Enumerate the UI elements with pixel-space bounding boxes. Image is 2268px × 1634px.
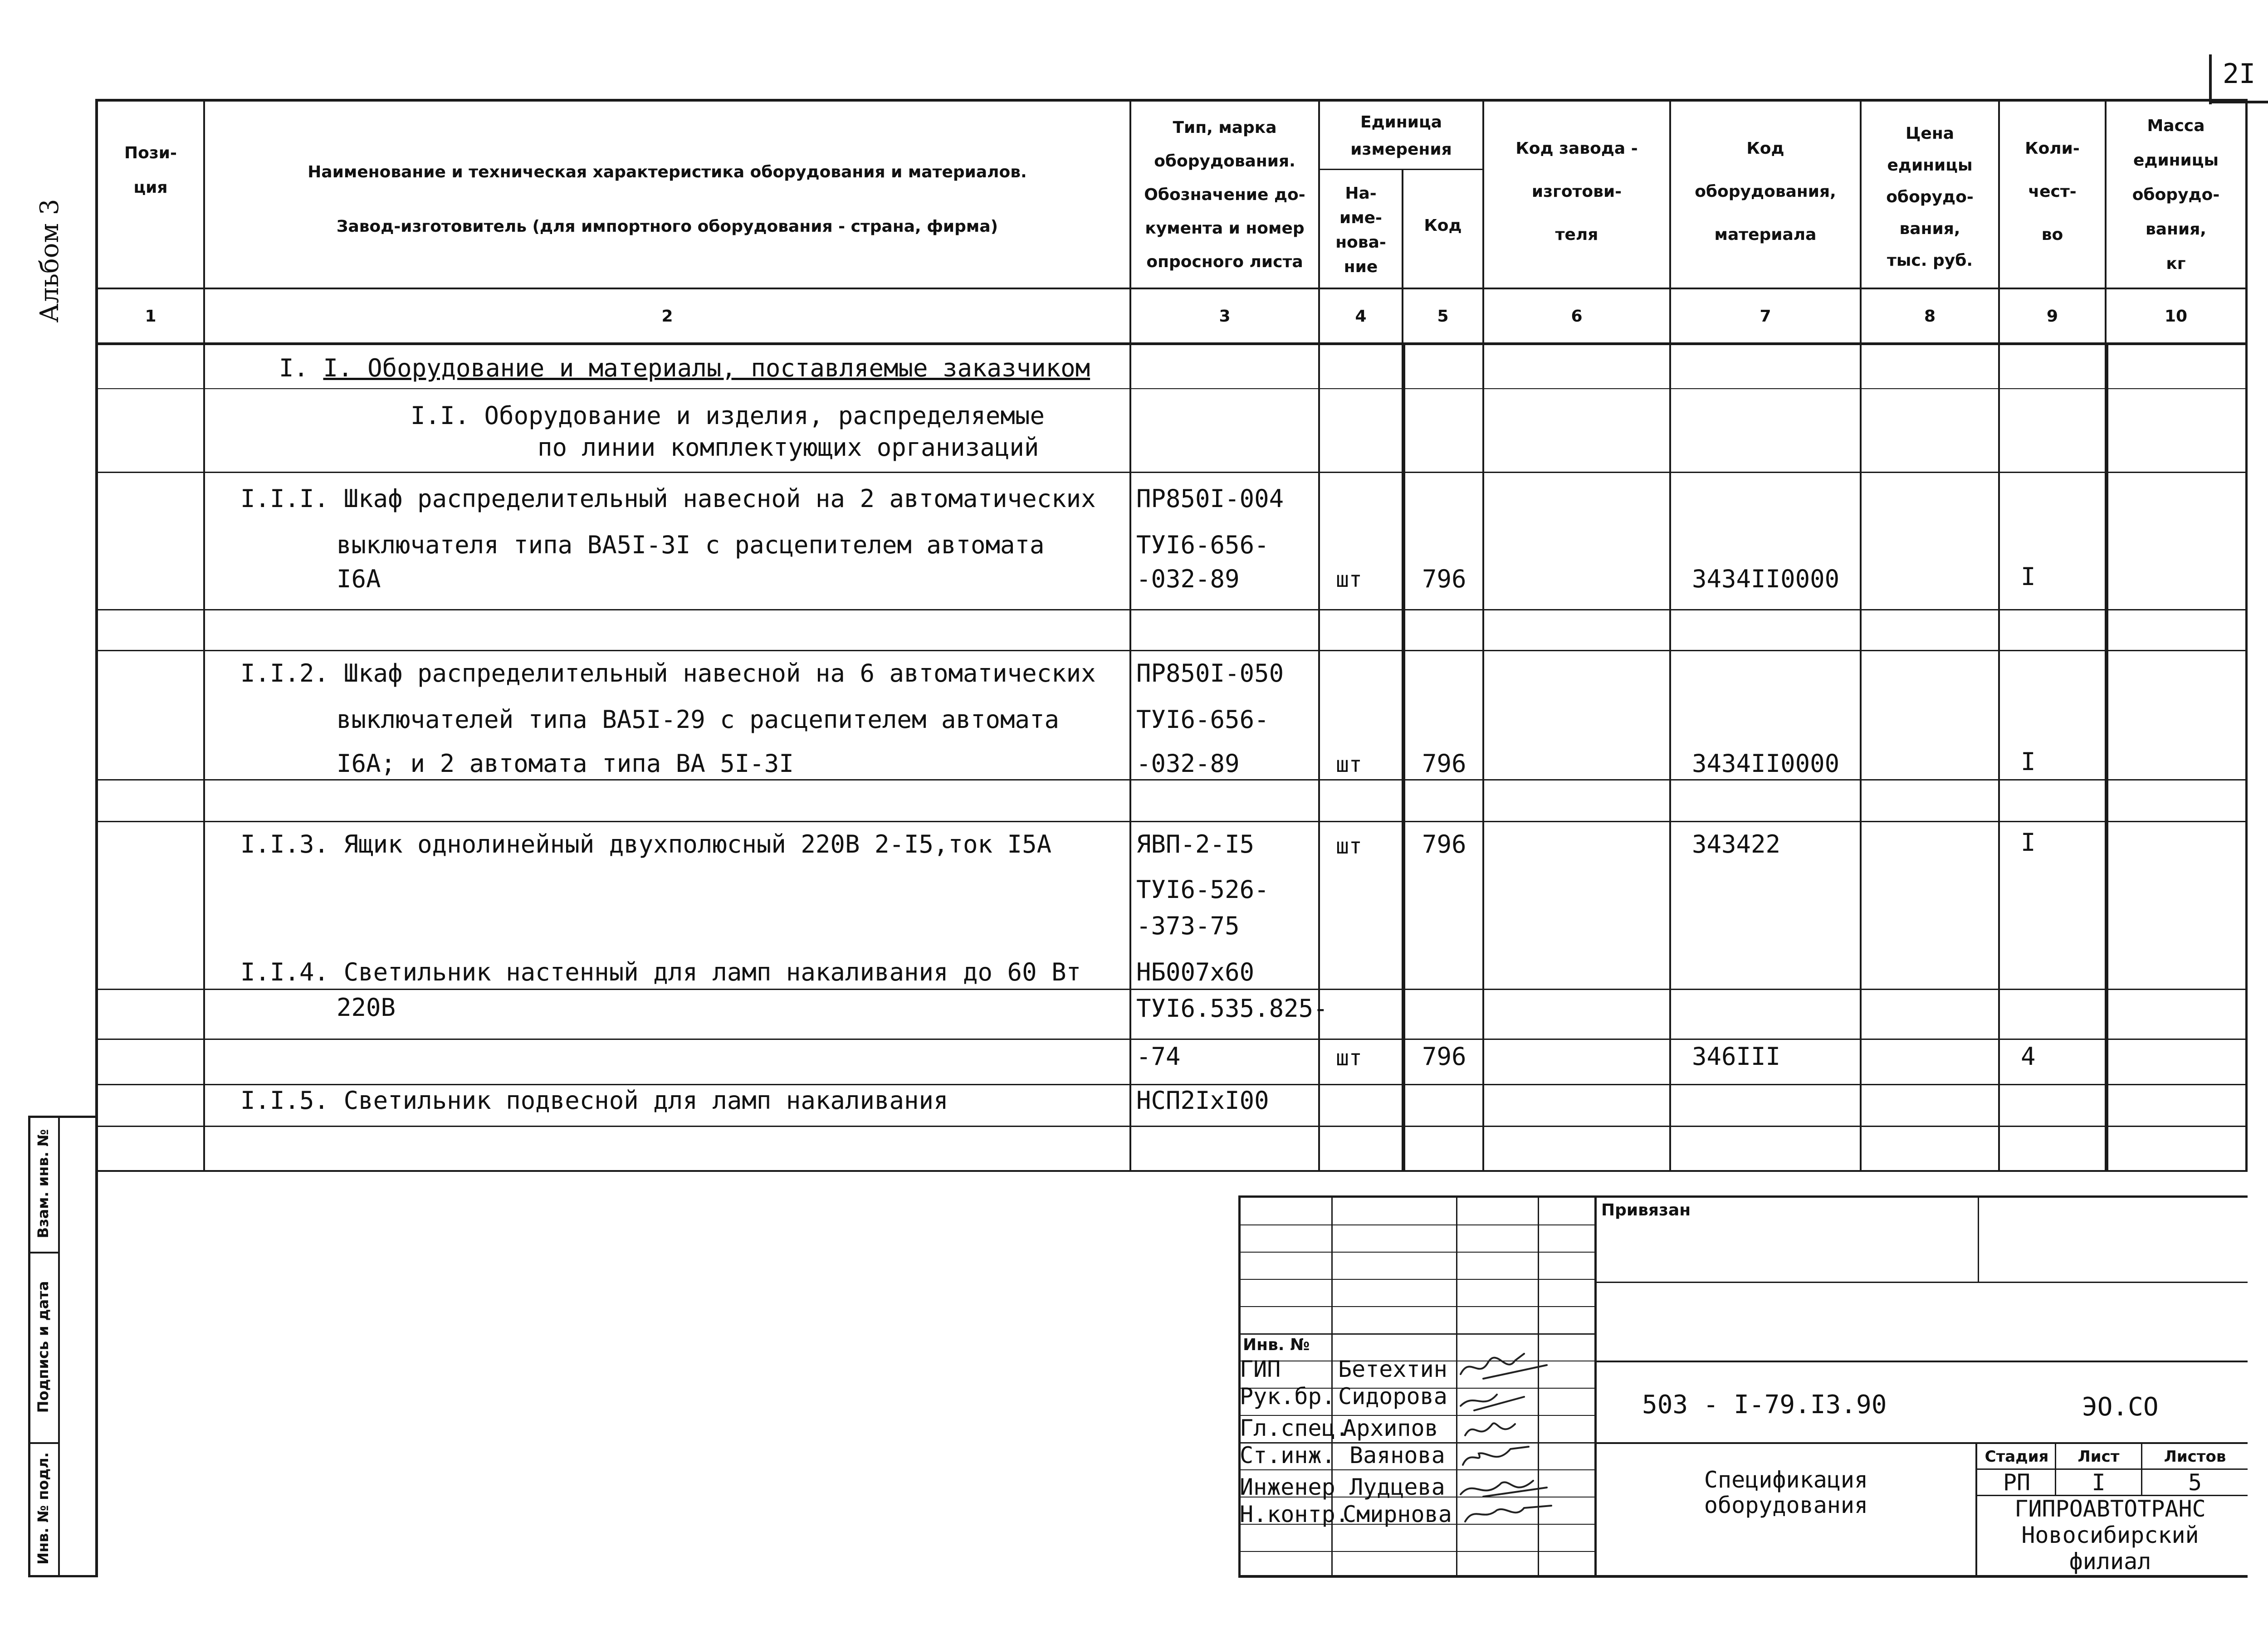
item-112-spec-cont: -032-89 — [1136, 749, 1240, 778]
header-unit: Единица измерения — [1350, 113, 1452, 159]
item-113-name: I.I.3. Ящик однолинейный двухполюсный 220В 2-I5,ток I5А — [240, 830, 1052, 858]
header-maker-code: Код завода - изготови- теля — [1515, 139, 1638, 244]
item-114-unit: шт — [1336, 1045, 1362, 1071]
item-111-unit-code: 796 — [1422, 565, 1466, 593]
header-mass: Масса единицы оборудо- вания, кг — [2132, 117, 2220, 273]
item-111-name-line2: выключателя типа ВА5I-3I с расцепителем автомата — [337, 531, 1045, 559]
header-unit-name: На- име- нова- ние — [1335, 184, 1386, 276]
col-num-2: 2 — [661, 307, 673, 326]
item-114-type: НБ007х60 — [1136, 958, 1255, 986]
item-115-type: НСП2IхI00 — [1136, 1086, 1269, 1115]
col-num-1: 1 — [145, 307, 156, 326]
item-112-spec: ТУI6-656- — [1136, 705, 1269, 734]
staff-name-3: Архипов — [1343, 1415, 1438, 1441]
item-112-name-line1: I.I.2. Шкаф распределительный навесной на 6 автоматических — [240, 659, 1096, 688]
item-113-code: 343422 — [1692, 830, 1781, 858]
item-113-spec-cont: -373-75 — [1136, 912, 1240, 940]
staff-role-5: Инженер — [1240, 1474, 1335, 1500]
item-114-qty: 4 — [2021, 1042, 2036, 1071]
item-114-name-line1: I.I.4. Светильник настенный для ламп накаливания до 60 Вт — [240, 958, 1081, 986]
item-114-unit-code: 796 — [1422, 1042, 1466, 1071]
doc-code: 503 - I-79.I3.90 — [1642, 1390, 1887, 1419]
sheets-label: Листов — [2164, 1448, 2226, 1466]
item-112-unit: шт — [1336, 752, 1362, 777]
col-num-10: 10 — [2164, 307, 2188, 326]
col-num-4: 4 — [1355, 307, 1367, 326]
item-111-spec: ТУI6-656- — [1136, 531, 1269, 559]
col-num-6: 6 — [1571, 307, 1583, 326]
doc-mark: ЭО.СО — [2082, 1392, 2159, 1422]
item-112-type: ПР850I-050 — [1136, 659, 1284, 688]
stage-value: РП — [2003, 1469, 2031, 1496]
item-112-unit-code: 796 — [1422, 749, 1466, 778]
organization: ГИПРОАВТОТРАНС Новосибирский филиал — [2014, 1496, 2206, 1575]
item-113-qty: I — [2021, 828, 2036, 857]
signatures-handwritten — [1456, 1351, 1565, 1524]
staff-role-2: Рук.бр. — [1240, 1383, 1335, 1410]
item-111-type: ПР850I-004 — [1136, 484, 1284, 513]
section-1-title: I. I. Оборудование и материалы, поставляемые заказчиком — [279, 354, 1090, 382]
staff-role-1: ГИП — [1240, 1356, 1281, 1382]
item-113-spec: ТУI6-526- — [1136, 875, 1269, 904]
album-label: Альбом 3 — [35, 199, 64, 323]
header-price: Цена единицы оборудо- вания, тыс. руб. — [1886, 124, 1974, 270]
item-111-name-line3: I6A — [337, 565, 381, 593]
col-num-8: 8 — [1924, 307, 1936, 326]
item-111-qty: I — [2021, 562, 2036, 591]
header-type: Тип, марка оборудования. Обозначение до- кумента и номер опросного листа — [1144, 118, 1305, 271]
header-name: Наименование и техническая характеристика оборудования и материалов. Завод-изготовитель (для импортного оборудования - страна, фирма) — [308, 163, 1027, 236]
item-113-unit-code: 796 — [1422, 830, 1466, 858]
item-112-code: 3434II0000 — [1692, 749, 1840, 778]
item-114-name-line2: 220В — [337, 993, 396, 1022]
side-stamp-signature-date: Подпись и дата — [34, 1281, 52, 1413]
item-111-code: 3434II0000 — [1692, 565, 1840, 593]
stage-label: Стадия — [1984, 1448, 2049, 1466]
section-1-1-title-line2: по линии комплектующих организаций — [538, 433, 1039, 462]
staff-role-3: Гл.спец. — [1240, 1415, 1349, 1441]
staff-name-5: Лудцева — [1349, 1474, 1445, 1500]
staff-name-4: Ваянова — [1349, 1442, 1445, 1468]
staff-role-6: Н.контр. — [1240, 1501, 1349, 1527]
item-114-spec: ТУI6.535.825- — [1136, 994, 1328, 1023]
sheets-value: 5 — [2188, 1469, 2202, 1496]
item-111-spec-cont: -032-89 — [1136, 565, 1240, 593]
item-111-unit: шт — [1336, 567, 1362, 592]
item-114-code: 346III — [1692, 1042, 1781, 1071]
staff-name-1: Бетехтин — [1338, 1356, 1447, 1382]
col-num-3: 3 — [1219, 307, 1231, 326]
col-num-5: 5 — [1437, 307, 1449, 326]
item-112-name-line3: I6A; и 2 автомата типа ВА 5I-3I — [337, 749, 794, 778]
sheet-number: 2I — [2223, 58, 2256, 90]
doc-title: Спецификация оборудования — [1704, 1467, 1868, 1518]
sheet-label: Лист — [2077, 1448, 2120, 1466]
header-unit-code: Код — [1424, 216, 1462, 235]
item-111-name-line1: I.I.I. Шкаф распределительный навесной на 2 автоматических — [240, 484, 1096, 513]
item-112-name-line2: выключателей типа ВА5I-29 с расцепителем автомата — [337, 705, 1060, 734]
item-113-unit: шт — [1336, 834, 1362, 859]
header-equipment-code: Код оборудования, материала — [1695, 139, 1836, 244]
item-114-spec-cont: -74 — [1136, 1042, 1181, 1071]
col-num-7: 7 — [1760, 307, 1771, 326]
col-num-9: 9 — [2046, 307, 2058, 326]
item-113-type: ЯВП-2-I5 — [1136, 830, 1255, 858]
inv-label: Инв. № — [1243, 1336, 1310, 1354]
side-stamp-replaced-inv: Взам. инв. № — [34, 1129, 52, 1239]
staff-role-4: Ст.инж. — [1240, 1442, 1335, 1468]
header-quantity: Коли- чест- во — [2025, 139, 2080, 244]
sheet-value: I — [2092, 1469, 2106, 1496]
header-position: Пози- ция — [124, 144, 177, 197]
item-112-qty: I — [2021, 747, 2036, 776]
bound-label: Привязан — [1601, 1201, 1691, 1219]
staff-name-2: Сидорова — [1338, 1383, 1447, 1410]
side-stamp-original-inv: Инв. № подл. — [34, 1452, 52, 1565]
section-1-1-title-line1: I.I. Оборудование и изделия, распределяемые — [411, 401, 1045, 430]
staff-name-6: Смирнова — [1343, 1501, 1452, 1527]
item-115-name: I.I.5. Светильник подвесной для ламп накаливания — [240, 1086, 948, 1115]
